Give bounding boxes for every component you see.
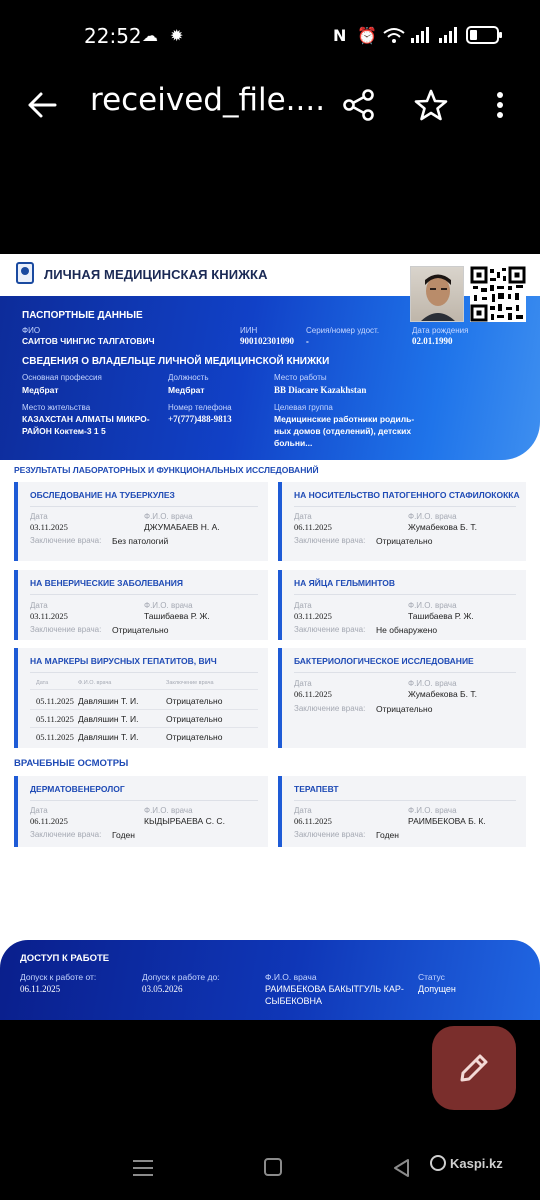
- bacterio-title: БАКТЕРИОЛОГИЧЕСКОЕ ИССЛЕДОВАНИЕ: [294, 656, 474, 666]
- iin-label: ИИН: [240, 326, 258, 335]
- passport-heading: ПАСПОРТНЫЕ ДАННЫЕ: [22, 310, 143, 321]
- conclusion-label: Заключение врача:: [294, 625, 366, 634]
- iin-value: 900102301090: [240, 336, 294, 346]
- hep-date-header: Дата: [36, 680, 49, 686]
- access-to-label: Допуск к работе до:: [142, 972, 220, 982]
- qr-code: [470, 266, 526, 322]
- residence-line-1: КАЗАХСТАН АЛМАТЫ МИКРО-: [22, 414, 150, 424]
- wifi-icon: [382, 26, 406, 44]
- hep-row-2-date: 05.11.2025: [36, 714, 74, 724]
- helminth-title: НА ЯЙЦА ГЕЛЬМИНТОВ: [294, 578, 395, 588]
- back-arrow-icon[interactable]: [26, 88, 58, 122]
- series-label: Серия/номер удост.: [306, 326, 380, 335]
- nav-back-icon[interactable]: [392, 1158, 412, 1178]
- hep-conclusion-header: Заключение врача: [166, 680, 214, 686]
- venereal-doctor: Ташибаева Р. Ж.: [144, 611, 210, 621]
- bacterio-doctor: Жумабекова Б. Т.: [408, 689, 477, 699]
- staph-conclusion: Отрицательно: [376, 536, 433, 546]
- star-icon[interactable]: [414, 88, 448, 122]
- helminth-date: 03.11.2025: [294, 611, 332, 621]
- date-label: Дата: [294, 806, 312, 815]
- phone-value: +7(777)488-9813: [168, 414, 232, 424]
- notification-icon: ✹: [170, 26, 184, 45]
- therapist-card: [278, 776, 526, 847]
- access-heading: ДОСТУП К РАБОТЕ: [20, 953, 110, 964]
- card-divider: [30, 800, 258, 801]
- doctor-label: Ф.И.О. врача: [408, 679, 457, 688]
- hepatitis-title: НА МАРКЕРЫ ВИРУСНЫХ ГЕПАТИТОВ, ВИЧ: [30, 656, 217, 666]
- profession-value: Медбрат: [22, 385, 59, 395]
- bacterio-card: [278, 648, 526, 748]
- kaspi-logo-icon: [430, 1155, 446, 1171]
- access-doctor-line-2: СЫБЕКОВНА: [265, 996, 323, 1006]
- profession-label: Основная профессия: [22, 373, 102, 382]
- status-value: Допущен: [418, 984, 456, 994]
- battery-icon: [466, 25, 504, 45]
- venereal-title: НА ВЕНЕРИЧЕСКИЕ ЗАБОЛЕВАНИЯ: [30, 578, 183, 588]
- tb-card: [14, 482, 268, 561]
- doctor-label: Ф.И.О. врача: [144, 806, 193, 815]
- bacterio-date: 06.11.2025: [294, 689, 332, 699]
- tb-title: ОБСЛЕДОВАНИЕ НА ТУБЕРКУЛЕЗ: [30, 490, 175, 500]
- doctor-label: Ф.И.О. врача: [408, 512, 457, 521]
- card-divider: [30, 672, 258, 673]
- birth-value: 02.01.1990: [412, 336, 453, 346]
- bacterio-conclusion: Отрицательно: [376, 704, 433, 714]
- hep-row-3-date: 05.11.2025: [36, 732, 74, 742]
- hep-row-1-date: 05.11.2025: [36, 696, 74, 706]
- derma-card: [14, 776, 268, 847]
- access-from-value: 06.11.2025: [20, 984, 61, 994]
- hepatitis-card: [14, 648, 268, 748]
- doctor-label: Ф.И.О. врача: [408, 601, 457, 610]
- medical-book-logo-icon: [16, 262, 34, 284]
- birth-label: Дата рождения: [412, 326, 469, 335]
- venereal-card: [14, 570, 268, 640]
- therapist-title: ТЕРАПЕВТ: [294, 784, 339, 794]
- nfc-icon: Ν: [333, 26, 347, 45]
- group-label: Целевая группа: [274, 403, 333, 412]
- staph-doctor: Жумабекова Б. Т.: [408, 522, 477, 532]
- card-divider: [30, 594, 258, 595]
- table-divider: [30, 689, 258, 690]
- residence-line-2: РАЙОН Коктем-3 1 5: [22, 426, 106, 436]
- card-divider: [294, 506, 516, 507]
- table-divider: [30, 709, 258, 710]
- doctor-label: Ф.И.О. врача: [144, 601, 193, 610]
- system-nav-bar: [0, 1140, 540, 1200]
- conclusion-label: Заключение врача:: [294, 536, 366, 545]
- labs-section-title: РЕЗУЛЬТАТЫ ЛАБОРАТОРНЫХ И ФУНКЦИОНАЛЬНЫХ ИССЛЕДОВАНИЙ: [14, 465, 319, 475]
- access-to-value: 03.05.2026: [142, 984, 183, 994]
- helminth-card: [278, 570, 526, 640]
- tb-conclusion: Без патологий: [112, 536, 169, 546]
- work-value: BB Diacare Kazakhstan: [274, 385, 367, 395]
- kaspi-watermark-text: Kaspi.kz: [450, 1156, 503, 1171]
- card-divider: [30, 506, 258, 507]
- date-label: Дата: [294, 679, 312, 688]
- home-icon[interactable]: [264, 1158, 282, 1176]
- doctor-label: Ф.И.О. врача: [408, 806, 457, 815]
- date-label: Дата: [294, 512, 312, 521]
- helminth-conclusion: Не обнаружено: [376, 625, 438, 635]
- edit-button[interactable]: [432, 1026, 516, 1110]
- pencil-icon: [432, 1026, 516, 1110]
- card-divider: [294, 594, 516, 595]
- app-bar: [0, 70, 540, 140]
- status-time: 22:52: [84, 24, 142, 48]
- residence-label: Место жительства: [22, 403, 91, 412]
- staph-date: 06.11.2025: [294, 522, 332, 532]
- hep-row-3-conclusion: Отрицательно: [166, 732, 223, 742]
- derma-date: 06.11.2025: [30, 816, 68, 826]
- hep-row-2-conclusion: Отрицательно: [166, 714, 223, 724]
- position-value: Медбрат: [168, 385, 205, 395]
- card-divider: [294, 800, 516, 801]
- access-doctor-label: Ф.И.О. врача: [265, 972, 317, 982]
- hep-row-2-doctor: Давляшин Т. И.: [78, 714, 139, 724]
- conclusion-label: Заключение врача:: [30, 625, 102, 634]
- phone-label: Номер телефона: [168, 403, 232, 412]
- cloud-icon: ☁: [142, 26, 158, 45]
- hep-row-1-doctor: Давляшин Т. И.: [78, 696, 139, 706]
- conclusion-label: Заключение врача:: [294, 704, 366, 713]
- staph-card: [278, 482, 526, 561]
- tb-doctor: ДЖУМАБАЕВ Н. А.: [144, 522, 220, 532]
- card-divider: [294, 672, 516, 673]
- therapist-date: 06.11.2025: [294, 816, 332, 826]
- alarm-icon: ⏰: [357, 26, 377, 45]
- status-bar: [0, 0, 540, 70]
- owner-photo: [410, 266, 464, 322]
- therapist-conclusion: Годен: [376, 830, 399, 840]
- file-title: received_file....: [90, 82, 326, 118]
- kaspi-watermark: [430, 1155, 503, 1171]
- work-label: Место работы: [274, 373, 327, 382]
- document-title: ЛИЧНАЯ МЕДИЦИНСКАЯ КНИЖКА: [44, 267, 268, 282]
- more-options-icon[interactable]: [488, 88, 512, 122]
- group-line-1: Медицинские работники родиль-: [274, 414, 415, 424]
- signal-icon-1: [410, 26, 432, 44]
- conclusion-label: Заключение врача:: [30, 830, 102, 839]
- tb-date: 03.11.2025: [30, 522, 68, 532]
- document-page: [0, 254, 540, 1020]
- venereal-date: 03.11.2025: [30, 611, 68, 621]
- date-label: Дата: [30, 806, 48, 815]
- fio-label: ФИО: [22, 326, 41, 335]
- access-doctor-line-1: РАИМБЕКОВА БАКЫТГУЛЬ КАР-: [265, 984, 404, 994]
- recent-apps-icon[interactable]: [132, 1158, 154, 1178]
- fio-value: САИТОВ ЧИНГИС ТАЛГАТОВИЧ: [22, 336, 155, 346]
- hep-row-1-conclusion: Отрицательно: [166, 696, 223, 706]
- venereal-conclusion: Отрицательно: [112, 625, 169, 635]
- conclusion-label: Заключение врача:: [30, 536, 102, 545]
- owner-heading: СВЕДЕНИЯ О ВЛАДЕЛЬЦЕ ЛИЧНОЙ МЕДИЦИНСКОЙ КНИЖКИ: [22, 356, 330, 367]
- work-access-footer: [0, 940, 540, 1020]
- status-label: Статус: [418, 972, 445, 982]
- staph-title: НА НОСИТЕЛЬСТВО ПАТОГЕННОГО СТАФИЛОКОККА: [294, 490, 520, 500]
- hep-doctor-header: Ф.И.О. врача: [78, 680, 112, 686]
- table-divider: [30, 727, 258, 728]
- date-label: Дата: [30, 601, 48, 610]
- group-line-2: ных домов (отделений), детских: [274, 426, 412, 436]
- share-icon[interactable]: [342, 88, 376, 122]
- derma-title: ДЕРМАТОВЕНЕРОЛОГ: [30, 784, 125, 794]
- hep-row-3-doctor: Давляшин Т. И.: [78, 732, 139, 742]
- therapist-doctor: РАИМБЕКОВА Б. К.: [408, 816, 486, 826]
- group-line-3: больни...: [274, 438, 313, 448]
- position-label: Должность: [168, 373, 209, 382]
- exams-section-title: ВРАЧЕБНЫЕ ОСМОТРЫ: [14, 758, 129, 769]
- date-label: Дата: [294, 601, 312, 610]
- access-from-label: Допуск к работе от:: [20, 972, 97, 982]
- series-value: -: [306, 336, 309, 346]
- date-label: Дата: [30, 512, 48, 521]
- derma-doctor: КЫДЫРБАЕВА С. С.: [144, 816, 225, 826]
- doctor-label: Ф.И.О. врача: [144, 512, 193, 521]
- helminth-doctor: Ташибаева Р. Ж.: [408, 611, 474, 621]
- derma-conclusion: Годен: [112, 830, 135, 840]
- signal-icon-2: [438, 26, 460, 44]
- conclusion-label: Заключение врача:: [294, 830, 366, 839]
